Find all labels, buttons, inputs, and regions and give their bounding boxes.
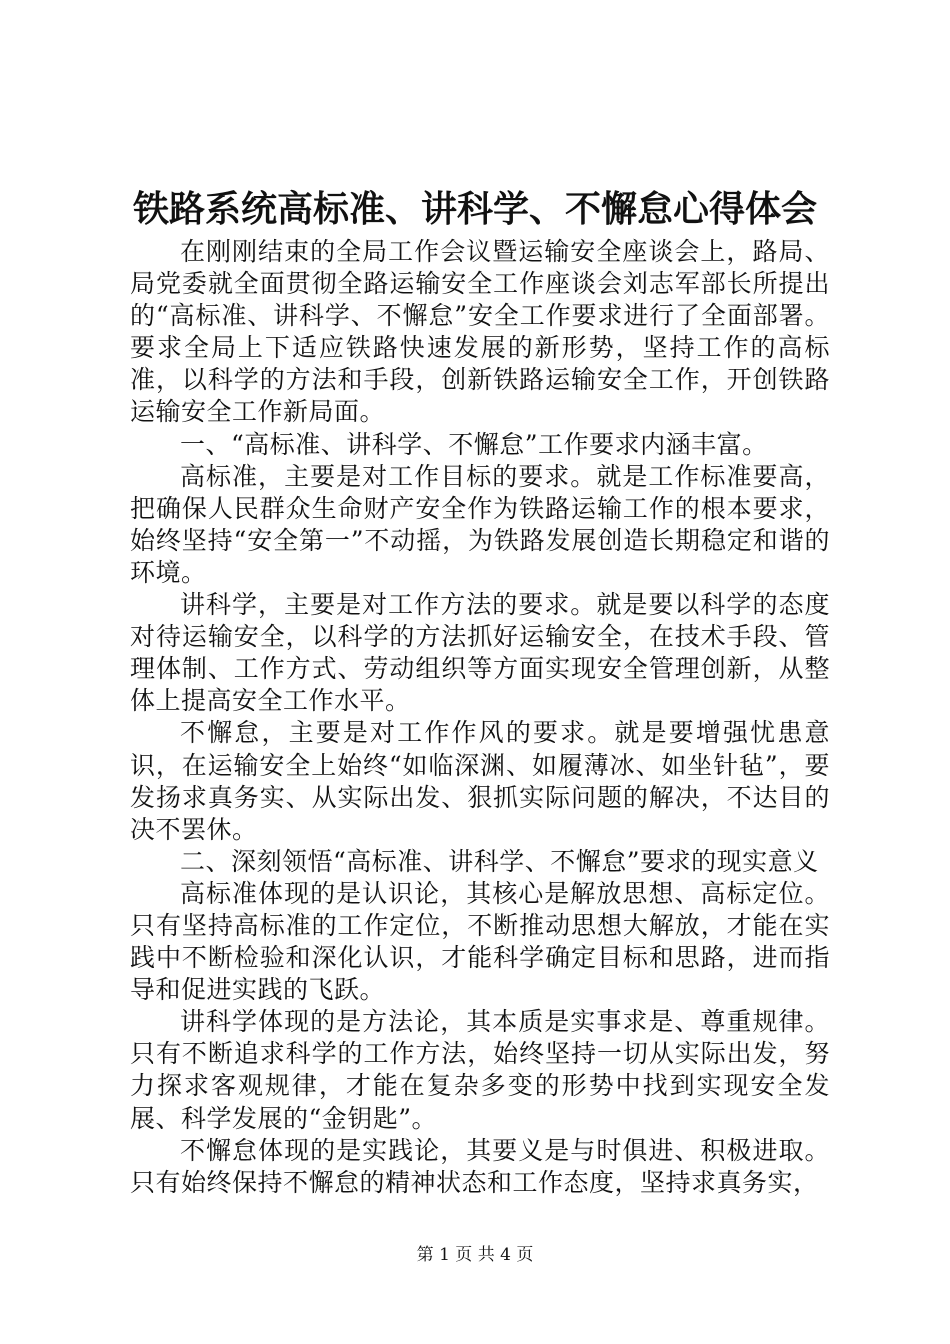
document-title: 铁路系统高标准、讲科学、不懈怠心得体会: [132, 188, 817, 230]
section-heading-1: 一、“高标准、讲科学、不懈怠”工作要求内涵丰富。: [180, 429, 768, 459]
paragraph-methodology: 讲科学体现的是方法论，其本质是实事求是、尊重规律。只有不断追求科学的工作方法，始终坚持一切从实际出发，努力探求客观规律，才能在复杂多变的形势中找到实现安全发展、科学发展的“金钥匙”。: [130, 1007, 830, 1133]
paragraph-diligence: 不懈怠，主要是对工作作风的要求。就是要增强忧患意识，在运输安全上始终“如临深渊、如履薄冰、如坐针毡”，要发扬求真务实、从实际出发、狠抓实际问题的解决，不达目的决不罢休。: [130, 718, 830, 844]
paragraph-intro: 在刚刚结束的全局工作会议暨运输安全座谈会上，路局、局党委就全面贯彻全路运输安全工作座谈会刘志军部长所提出的“高标准、讲科学、不懈怠”安全工作要求进行了全面部署。要求全局上下适应铁路快速发展的新形势，坚持工作的高标准，以科学的方法和手段，创新铁路运输安全工作，开创铁路运输安全工作新局面。: [130, 237, 830, 427]
paragraph-practice: 不懈怠体现的是实践论，其要义是与时俱进、积极进取。只有始终保持不懈怠的精神状态和工作态度，坚持求真务实，: [130, 1135, 830, 1197]
document-body: [130, 236, 830, 1199]
section-heading-2: 二、深刻领悟“高标准、讲科学、不懈怠”要求的现实意义: [180, 846, 819, 876]
paragraph-science: 讲科学，主要是对工作方法的要求。就是要以科学的态度对待运输安全，以科学的方法抓好运输安全，在技术手段、管理体制、工作方式、劳动组织等方面实现安全管理创新，从整体上提高安全工作水平。: [130, 590, 830, 716]
paragraph-high-standard: 高标准，主要是对工作目标的要求。就是工作标准要高，把确保人民群众生命财产安全作为铁路运输工作的根本要求，始终坚持“安全第一”不动摇，为铁路发展创造长期稳定和谐的环境。: [130, 461, 830, 587]
paragraph-epistemology: 高标准体现的是认识论，其核心是解放思想、高标定位。只有坚持高标准的工作定位，不断推动思想大解放，才能在实践中不断检验和深化认识，才能科学确定目标和思路，进而指导和促进实践的飞跃。: [130, 878, 830, 1005]
page-footer: 第 1 页 共 4 页: [416, 1245, 534, 1265]
